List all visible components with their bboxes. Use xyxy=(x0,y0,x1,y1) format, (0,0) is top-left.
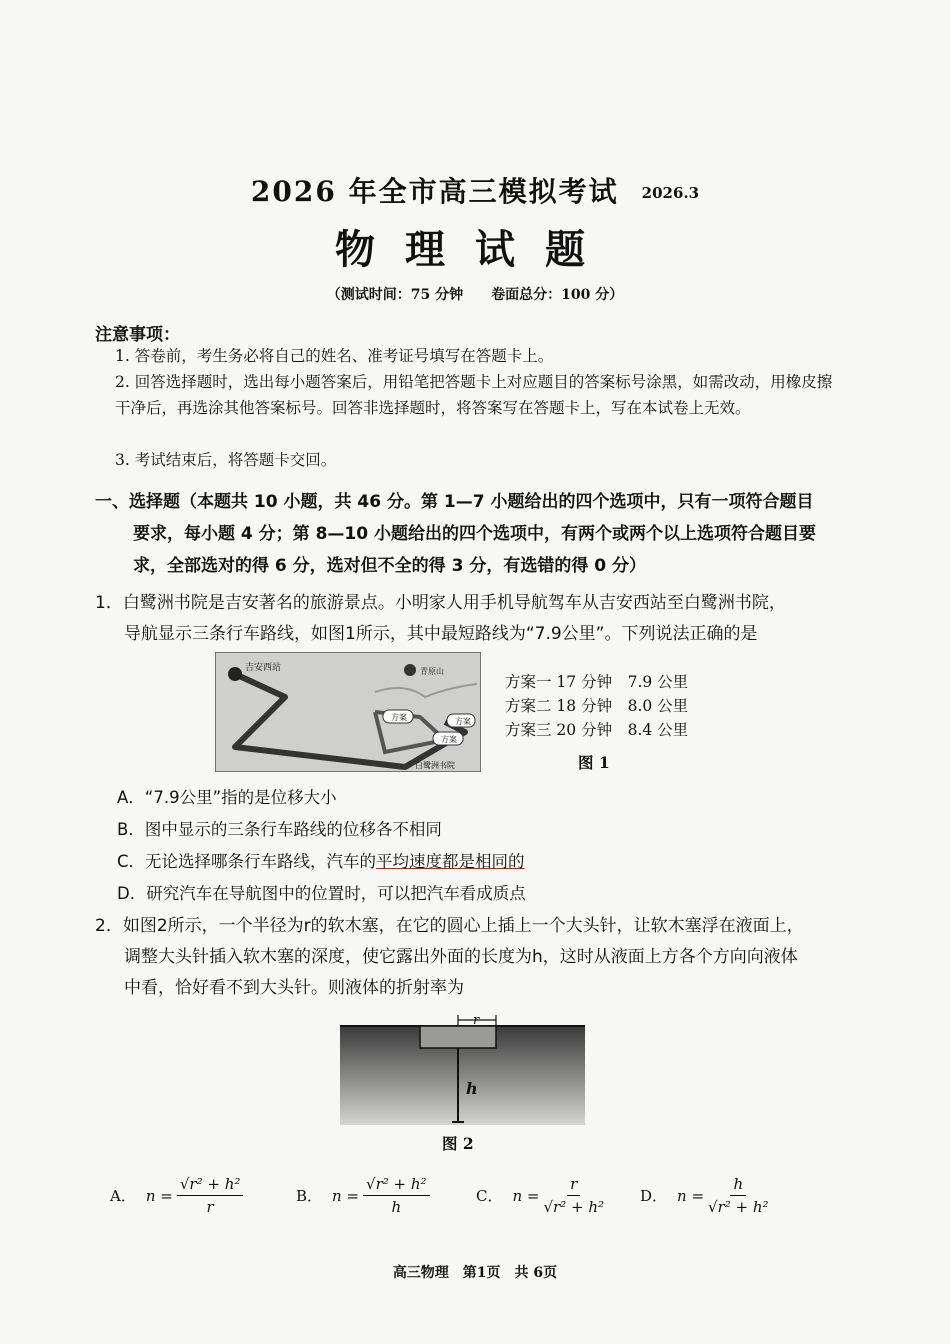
map-label-poi: 青原山 xyxy=(420,667,444,676)
exam-date: 2026.3 xyxy=(641,184,700,202)
map-label-start: 吉安西站 xyxy=(245,663,282,673)
svg-text:方案: 方案 xyxy=(441,735,457,744)
q2-stem-line1: 2．如图2所示，一个半径为r的软木塞，在它的圆心上插上一个大头针，让软木塞浮在液面上， xyxy=(95,916,804,936)
section-heading-line1: 一、选择题（本题共 10 小题，共 46 分。第 1—7 小题给出的四个选项中，只有一项符合题目 xyxy=(95,492,814,512)
cork xyxy=(420,1026,496,1048)
notice-item-2: 2. 回答选择题时，选出每小题答案后，用铅笔把答题卡上对应题目的答案标号涂黑，如需改动，用橡皮擦干净后，再选涂其他答案标号。回答非选择题时，将答案写在答题卡上，写在本试卷上无效。 xyxy=(115,373,833,417)
notice-item-3: 3. 考试结束后，将答题卡交回。 xyxy=(115,451,337,469)
q2-option-a: A． n = $\frac{\text{√r² + h²}}{r}$ xyxy=(110,1175,243,1216)
notice-heading: 注意事项： xyxy=(95,325,180,345)
poi-marker xyxy=(404,664,416,676)
q1-option-c: C．无论选择哪条行车路线，汽车的平均速度都是相同的 xyxy=(117,852,525,871)
q2-option-c: C． n = $\frac{r}{\text{√r² + h²}}$ xyxy=(476,1175,605,1216)
section-heading-line2: 要求，每小题 4 分；第 8—10 小题给出的四个选项中，有两个或两个以上选项符合题目要 xyxy=(133,524,816,544)
q2-option-d: D． n = $\frac{h}{\text{√r² + h²}}$ xyxy=(640,1175,769,1216)
q1-option-b: B．图中显示的三条行车路线的位移各不相同 xyxy=(117,820,442,839)
exam-title: 2026 年全市高三模拟考试 xyxy=(250,175,619,208)
subject-title: 物理试题 xyxy=(335,226,615,273)
exam-title-row xyxy=(0,170,950,210)
map-label-end: 白鹭洲书院 xyxy=(415,761,455,770)
q2-stem-line3: 中看，恰好看不到大头针。则液体的折射率为 xyxy=(124,978,464,998)
q1-map-figure xyxy=(215,652,481,772)
figure-1-caption: 图 1 xyxy=(578,753,610,772)
q2-cork-figure xyxy=(340,1010,585,1125)
q1-stem-line1: 1．白鹭洲书院是吉安著名的旅游景点。小明家人用手机导航驾车从吉安西站至白鹭洲书院， xyxy=(95,593,786,613)
page-footer: 高三物理 第1页 共 6页 xyxy=(392,1265,558,1281)
plan-3: 方案三 20 分钟 8.4 公里 xyxy=(505,721,689,739)
navigation-map xyxy=(215,652,481,772)
q1-option-a: A．“7.9公里”指的是位移大小 xyxy=(117,788,337,807)
label-h: h xyxy=(466,1079,478,1098)
start-marker xyxy=(228,667,242,681)
notice-item-1: 1. 答卷前，考生务必将自己的姓名、准考证号填写在答题卡上。 xyxy=(115,347,554,365)
q1-option-d: D．研究汽车在导航图中的位置时，可以把汽车看成质点 xyxy=(117,884,526,903)
q2-stem-line2: 调整大头针插入软木塞的深度，使它露出外面的长度为h，这时从液面上方各个方向向液体 xyxy=(124,947,798,967)
label-r: r xyxy=(473,1013,480,1028)
exam-meta: （测试时间：75 分钟 卷面总分：100 分） xyxy=(326,287,624,303)
svg-text:方案: 方案 xyxy=(455,717,471,726)
section-heading-line3: 求，全部选对的得 6 分，选对但不全的得 3 分，有选错的得 0 分） xyxy=(133,556,646,576)
plan-1: 方案一 17 分钟 7.9 公里 xyxy=(505,673,689,691)
q1-option-c-marked: 平均速度都是相同的 xyxy=(376,852,525,871)
figure-2-caption: 图 2 xyxy=(442,1134,474,1153)
plan-2: 方案二 18 分钟 8.0 公里 xyxy=(505,697,689,715)
q2-option-b: B． n = $\frac{\text{√r² + h²}}{h}$ xyxy=(296,1175,430,1216)
svg-text:方案: 方案 xyxy=(391,713,407,722)
q1-stem-line2: 导航显示三条行车路线，如图1所示，其中最短路线为“7.9公里”。下列说法正确的是 xyxy=(124,624,758,644)
